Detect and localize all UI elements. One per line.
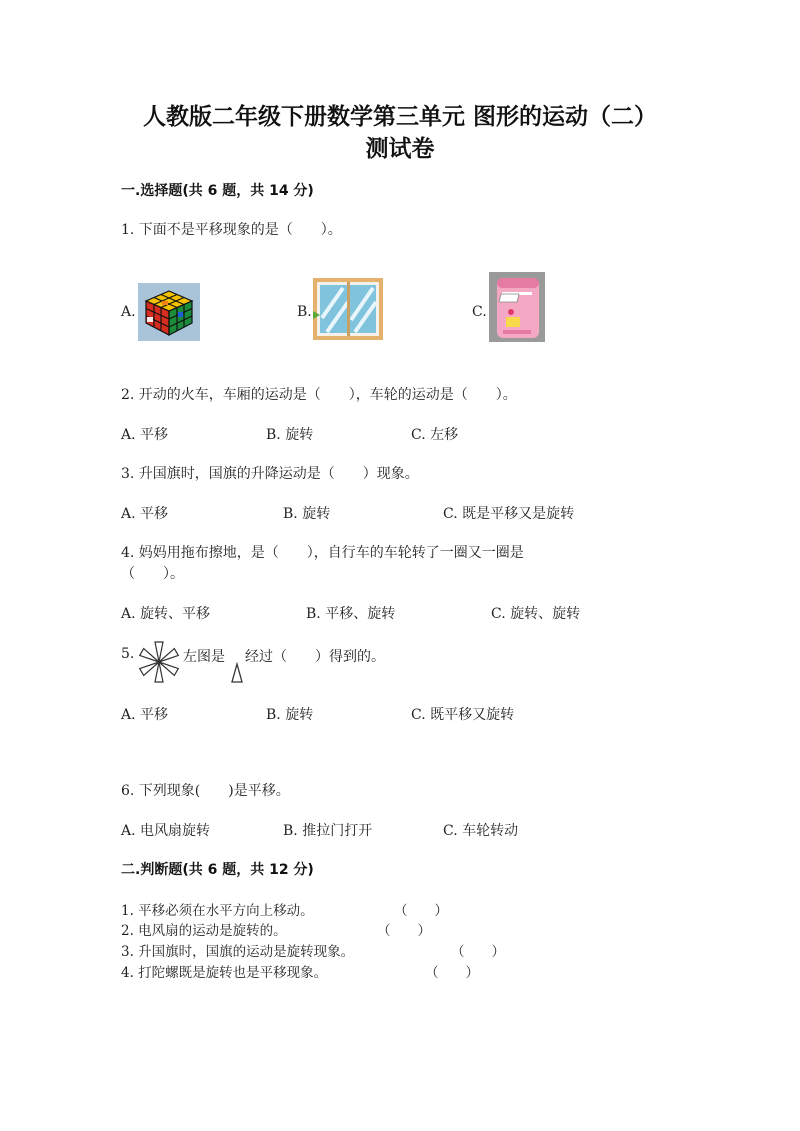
judgement-bracket-4: （ ） xyxy=(425,965,479,981)
q1-option-a-label: A. xyxy=(121,304,136,320)
judgement-item-3: 3. 升国旗时，国旗的运动是旋转现象。 xyxy=(121,944,355,960)
q5-option-a: A. 平移 xyxy=(121,707,169,723)
triangle-figure-icon xyxy=(230,662,244,684)
question-5-text1: 左图是 xyxy=(183,649,225,665)
q1-option-c-label: C. xyxy=(472,304,487,320)
question-4-line2: （ ）。 xyxy=(121,566,184,582)
judgement-bracket-3: （ ） xyxy=(451,944,505,960)
question-2: 2. 开动的火车，车厢的运动是（ ），车轮的运动是（ ）。 xyxy=(121,387,517,403)
q3-option-b: B. 旋转 xyxy=(283,506,331,522)
q3-option-a: A. 平移 xyxy=(121,506,169,522)
q5-option-b: B. 旋转 xyxy=(266,707,314,723)
pinwheel-figure-icon xyxy=(137,640,181,684)
q4-option-c: C. 旋转、旋转 xyxy=(491,606,581,622)
question-5-number: 5. xyxy=(121,646,135,662)
q3-option-c: C. 既是平移又是旋转 xyxy=(443,506,575,522)
question-3: 3. 升国旗时，国旗的升降运动是（ ）现象。 xyxy=(121,466,419,482)
q2-option-c: C. 左移 xyxy=(411,427,459,443)
judgement-bracket-1: （ ） xyxy=(394,903,448,919)
page-title: 人教版二年级下册数学第三单元 图形的运动（二） xyxy=(142,104,657,130)
q6-option-c: C. 车轮转动 xyxy=(443,823,519,839)
question-6: 6. 下列现象( )是平移。 xyxy=(121,783,290,799)
judgement-item-1: 1. 平移必须在水平方向上移动。 xyxy=(121,903,314,919)
q5-option-c: C. 既平移又旋转 xyxy=(411,707,515,723)
section-heading-choice: 一.选择题(共 6 题，共 14 分) xyxy=(121,183,314,199)
q6-option-a: A. 电风扇旋转 xyxy=(121,823,211,839)
section-heading-judgement: 二.判断题(共 6 题，共 12 分) xyxy=(121,862,314,878)
card-machine-icon xyxy=(489,272,545,342)
q1-option-b-label: B. xyxy=(297,304,312,320)
question-1: 1. 下面不是平移现象的是（ ）。 xyxy=(121,222,342,238)
judgement-item-4: 4. 打陀螺既是旋转也是平移现象。 xyxy=(121,965,328,981)
question-4-line1: 4. 妈妈用拖布擦地，是（ ），自行车的车轮转了一圈又一圈是 xyxy=(121,545,524,561)
q4-option-a: A. 旋转、平移 xyxy=(121,606,211,622)
q2-option-b: B. 旋转 xyxy=(266,427,314,443)
q4-option-b: B. 平移、旋转 xyxy=(306,606,396,622)
q2-option-a: A. 平移 xyxy=(121,427,169,443)
q6-option-b: B. 推拉门打开 xyxy=(283,823,373,839)
judgement-bracket-2: （ ） xyxy=(377,923,431,939)
window-icon xyxy=(313,278,383,340)
judgement-item-2: 2. 电风扇的运动是旋转的。 xyxy=(121,923,287,939)
rubiks-cube-icon xyxy=(138,283,200,341)
page-title-line2: 测试卷 xyxy=(365,136,435,162)
question-5-text2: 经过（ ）得到的。 xyxy=(245,649,385,665)
